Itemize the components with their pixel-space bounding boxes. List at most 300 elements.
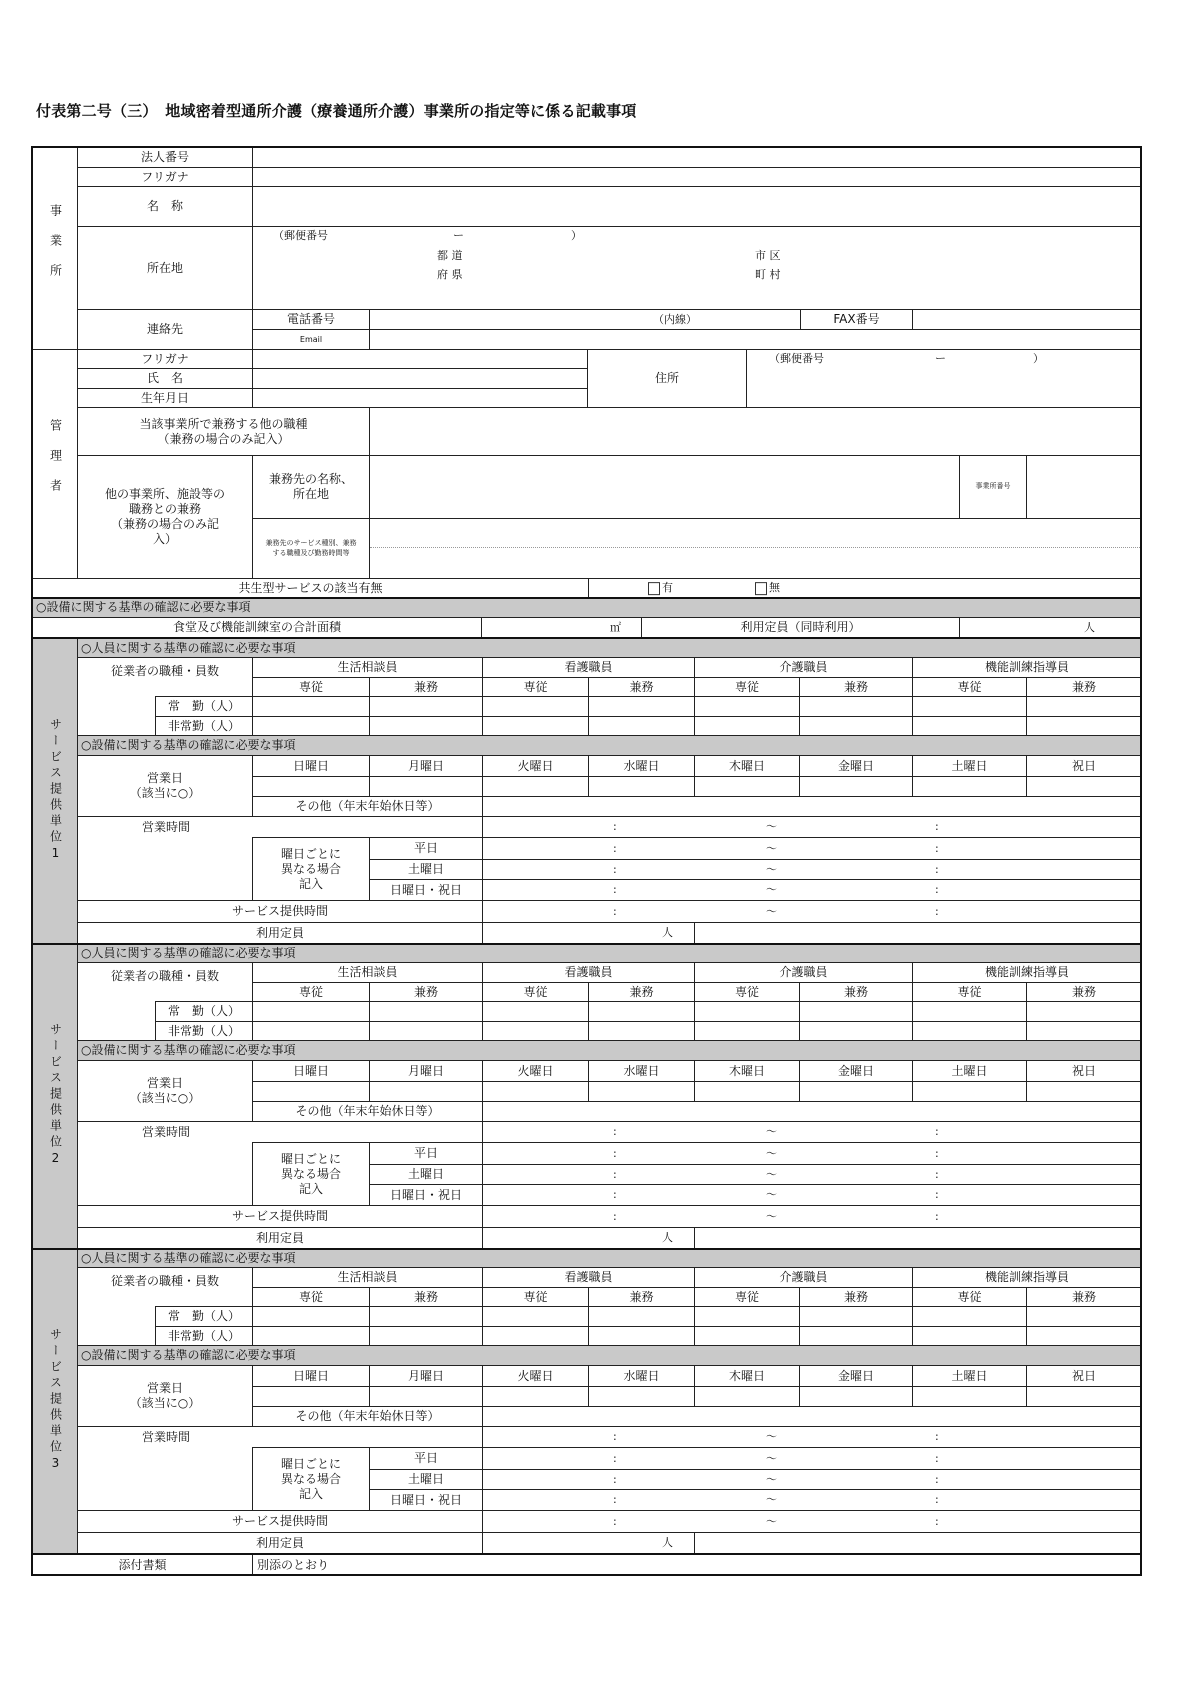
nonregular-count-input[interactable]	[482, 1021, 589, 1041]
by-day-label	[252, 1142, 370, 1206]
day-mark-input[interactable]	[588, 776, 695, 797]
tilde: ～	[766, 820, 777, 834]
day-mark-input[interactable]	[1026, 776, 1142, 797]
employment-type-header-text: 専従	[298, 984, 323, 999]
other-days-input[interactable]	[482, 1101, 1142, 1122]
regular-count-input[interactable]	[588, 696, 695, 717]
regular-label	[155, 1306, 253, 1327]
regular-label	[155, 1001, 253, 1022]
time-range-input[interactable]	[482, 1184, 1142, 1206]
nonregular-count-input[interactable]	[912, 716, 1027, 736]
office-no-input[interactable]	[1026, 455, 1142, 519]
form-title: 付表第二号（三） 地域密着型通所介護（療養通所介護）事業所の指定等に係る記載事項	[36, 102, 637, 120]
manager-section-label	[32, 349, 78, 579]
service-hours-label	[77, 900, 483, 923]
employment-type-header	[588, 982, 695, 1002]
nonregular-label-text: 非常勤（人）	[167, 1023, 240, 1038]
nonregular-count-input[interactable]	[369, 1326, 483, 1346]
nonregular-label	[155, 1021, 253, 1041]
day-header	[912, 1365, 1027, 1387]
saturday-label-text: 土曜日	[407, 1167, 444, 1181]
unit-label	[32, 638, 78, 944]
day-mark-input[interactable]	[369, 776, 483, 797]
time-range-input[interactable]	[482, 900, 1142, 923]
kyosei-yes-wrap[interactable]	[648, 581, 673, 595]
nonregular-count-input[interactable]	[694, 1326, 800, 1346]
nonregular-count-input[interactable]	[588, 1326, 695, 1346]
postal-label-wrap	[769, 352, 824, 366]
facility-section-header-text: ○設備に関する基準の確認に必要な事項	[81, 1043, 296, 1057]
day-mark-input[interactable]	[369, 1386, 483, 1407]
weekday-label	[369, 837, 483, 860]
manager-birth-input[interactable]	[252, 388, 588, 408]
unit-capacity-input[interactable]	[482, 1532, 695, 1554]
employment-type-header	[252, 982, 370, 1002]
manager-birth-label	[77, 388, 253, 408]
unit-capacity-input[interactable]	[482, 1227, 695, 1249]
manager-section-label-text: 管理者	[48, 419, 63, 509]
capacity-unit: 人	[662, 1536, 673, 1550]
regular-count-input[interactable]	[799, 1001, 913, 1022]
capacity-label	[641, 617, 960, 638]
capacity-unit-wrap	[662, 1536, 673, 1550]
employment-type-header	[482, 677, 589, 697]
time-range-input[interactable]	[482, 1426, 1142, 1448]
regular-count-input[interactable]	[482, 1306, 589, 1327]
role-header-text: 生活相談員	[337, 965, 398, 979]
business-hours-label-text: 営業時間	[141, 820, 190, 834]
colon-wrap	[613, 1147, 617, 1161]
other-role-input[interactable]	[369, 407, 1142, 456]
role-header-text: 看護職員	[564, 1270, 613, 1284]
role-header	[482, 962, 695, 983]
pref-label-wrap	[437, 249, 463, 263]
day-header-text: 火曜日	[517, 758, 554, 773]
colon: :	[935, 904, 939, 918]
day-header	[694, 1060, 800, 1082]
dest-name-label-text: 兼務先の名称、 所在地	[268, 472, 353, 501]
employment-type-header	[799, 982, 913, 1002]
postal-label-wrap	[273, 229, 328, 243]
regular-count-input[interactable]	[252, 696, 370, 717]
nonregular-count-input[interactable]	[799, 1326, 913, 1346]
day-header	[1026, 755, 1142, 777]
employment-type-header-text: 兼務	[1071, 984, 1096, 999]
regular-label-text: 常 勤（人）	[167, 1004, 240, 1018]
day-mark-input[interactable]	[369, 1081, 483, 1102]
employment-type-header	[1026, 677, 1142, 697]
unit-capacity-label	[77, 1532, 483, 1554]
nonregular-count-input[interactable]	[694, 716, 800, 736]
day-header-text: 水曜日	[623, 758, 660, 773]
business-days-label-text: 営業日 （該当に○）	[129, 1381, 201, 1410]
time-range-input[interactable]	[482, 859, 1142, 880]
unit-label	[32, 943, 78, 1249]
colon: :	[613, 1209, 617, 1223]
colon: :	[935, 1209, 939, 1223]
facility-header	[32, 597, 1142, 618]
saturday-label	[369, 1469, 483, 1490]
day-mark-input[interactable]	[694, 1386, 800, 1407]
colon-wrap	[613, 842, 617, 856]
nonregular-count-input[interactable]	[369, 1021, 483, 1041]
day-mark-input[interactable]	[482, 776, 589, 797]
tilde: ～	[766, 1125, 777, 1139]
regular-count-input[interactable]	[799, 1306, 913, 1327]
regular-count-input[interactable]	[694, 696, 800, 717]
time-range-input[interactable]	[482, 1121, 1142, 1143]
colon-wrap	[935, 1210, 939, 1224]
nonregular-count-input[interactable]	[1026, 716, 1142, 736]
by-day-label-text: 曜日ごとに 異なる場合 記入	[280, 1151, 341, 1196]
dest-detail-input[interactable]	[369, 518, 1142, 579]
nonregular-count-input[interactable]	[482, 1326, 589, 1346]
staff-section-header-text: ○人員に関する基準の確認に必要な事項	[81, 1250, 296, 1265]
employment-type-header	[694, 1287, 800, 1307]
time-range-input[interactable]	[482, 816, 1142, 838]
employment-type-header-text: 専従	[734, 679, 759, 694]
colon-wrap	[613, 883, 617, 897]
colon: :	[935, 1125, 939, 1139]
postal-close-wrap	[571, 229, 582, 243]
checkbox[interactable]	[755, 582, 767, 595]
day-header	[588, 1060, 695, 1082]
colon-wrap	[935, 1430, 939, 1444]
employment-type-header-text: 専従	[298, 1289, 323, 1304]
day-mark-input[interactable]	[1026, 1386, 1142, 1407]
colon: :	[613, 1514, 617, 1528]
regular-count-input[interactable]	[482, 696, 589, 717]
tilde: ～	[766, 1430, 777, 1444]
tilde-wrap	[766, 820, 777, 834]
attachments-label-text: 添付書類	[118, 1557, 167, 1572]
day-header-text: 水曜日	[623, 1063, 660, 1078]
unit-label-text: サービス提供単位3	[48, 1328, 63, 1474]
role-header	[912, 962, 1142, 983]
role-header	[912, 1267, 1142, 1288]
day-header-text: 祝日	[1071, 1063, 1096, 1078]
office-address-input[interactable]	[252, 226, 1142, 310]
manager-address-input[interactable]	[746, 349, 1142, 408]
office-name-input[interactable]	[252, 186, 1142, 227]
colon: :	[613, 1472, 617, 1486]
tilde-wrap	[766, 863, 777, 877]
area-label	[32, 617, 482, 638]
by-day-label-text: 曜日ごとに 異なる場合 記入	[280, 1456, 341, 1501]
area-input[interactable]	[481, 617, 642, 638]
capacity-input[interactable]	[959, 617, 1142, 638]
colon: :	[613, 820, 617, 834]
other-days-input[interactable]	[482, 796, 1142, 817]
day-header-text: 金曜日	[837, 758, 874, 773]
staff-section-header	[77, 943, 1142, 963]
time-range-input[interactable]	[482, 1489, 1142, 1511]
tilde-wrap	[766, 1493, 777, 1507]
employment-type-header	[912, 677, 1027, 697]
day-mark-input[interactable]	[482, 1081, 589, 1102]
colon: :	[935, 1451, 939, 1465]
day-header-text: 水曜日	[623, 1368, 660, 1383]
regular-count-input[interactable]	[912, 696, 1027, 717]
employment-type-header	[1026, 1287, 1142, 1307]
facility-section-header-text: ○設備に関する基準の確認に必要な事項	[81, 738, 296, 752]
corp-no-label-text: 法人番号	[140, 150, 189, 164]
colon-wrap	[935, 1188, 939, 1202]
regular-count-input[interactable]	[252, 1306, 370, 1327]
nonregular-count-input[interactable]	[912, 1021, 1027, 1041]
role-header	[912, 657, 1142, 678]
colon-wrap	[613, 1430, 617, 1444]
day-header-text: 火曜日	[517, 1368, 554, 1383]
regular-count-input[interactable]	[912, 1306, 1027, 1327]
nonregular-count-input[interactable]	[912, 1326, 1027, 1346]
contact-label	[77, 309, 253, 350]
employment-type-header-text: 専従	[523, 984, 548, 999]
day-header	[912, 755, 1027, 777]
employment-type-header	[369, 677, 483, 697]
nonregular-label-text: 非常勤（人）	[167, 1328, 240, 1343]
weekday-label-text: 平日	[413, 841, 438, 855]
day-header-text: 土曜日	[951, 1368, 988, 1383]
manager-name-input[interactable]	[252, 368, 588, 389]
colon: :	[613, 841, 617, 855]
employment-type-header-text: 専従	[957, 984, 982, 999]
colon-wrap	[935, 1473, 939, 1487]
employment-type-header	[694, 677, 800, 697]
nonregular-count-input[interactable]	[1026, 1021, 1142, 1041]
postal-dash: ー	[935, 352, 946, 365]
employment-type-header-text: 兼務	[413, 984, 438, 999]
regular-count-input[interactable]	[694, 1306, 800, 1327]
regular-count-input[interactable]	[799, 696, 913, 717]
tilde: ～	[766, 1188, 777, 1202]
nonregular-count-input[interactable]	[588, 1021, 695, 1041]
regular-count-input[interactable]	[912, 1001, 1027, 1022]
time-range-input[interactable]	[482, 1142, 1142, 1165]
tel-input[interactable]	[369, 309, 801, 330]
tilde-wrap	[766, 1188, 777, 1202]
extension-label-wrap	[653, 313, 697, 327]
colon: :	[935, 841, 939, 855]
corp-no-input[interactable]	[252, 147, 1142, 168]
tilde: ～	[766, 1493, 777, 1507]
role-header	[694, 1267, 913, 1288]
employment-type-header-text: 専従	[957, 1289, 982, 1304]
role-header-text: 介護職員	[779, 965, 828, 979]
day-header	[588, 755, 695, 777]
day-mark-input[interactable]	[694, 1081, 800, 1102]
kyosei-no-wrap[interactable]	[755, 581, 780, 595]
regular-count-input[interactable]	[369, 1001, 483, 1022]
regular-count-input[interactable]	[588, 1001, 695, 1022]
regular-count-input[interactable]	[1026, 696, 1142, 717]
day-mark-input[interactable]	[694, 776, 800, 797]
day-mark-input[interactable]	[799, 1081, 913, 1102]
day-header-text: 土曜日	[951, 758, 988, 773]
other-office-label-text: 他の事業所、施設等の 職務との兼務 （兼務の場合のみ記 入）	[104, 487, 225, 546]
office-no-label	[959, 455, 1027, 519]
colon-wrap	[613, 1210, 617, 1224]
day-header	[1026, 1060, 1142, 1082]
facility-header-text: ○設備に関する基準の確認に必要な事項	[36, 600, 251, 614]
other-days-input[interactable]	[482, 1406, 1142, 1427]
day-header	[369, 1060, 483, 1082]
extension-label: （内線）	[653, 312, 697, 326]
day-header	[369, 755, 483, 777]
saturday-label-text: 土曜日	[407, 1472, 444, 1486]
manager-furigana-label-text: フリガナ	[141, 351, 189, 366]
tilde-wrap	[766, 1473, 777, 1487]
regular-count-input[interactable]	[482, 1001, 589, 1022]
office-name-label	[77, 186, 253, 227]
day-mark-input[interactable]	[588, 1081, 695, 1102]
day-mark-input[interactable]	[252, 1081, 370, 1102]
colon: :	[935, 1493, 939, 1507]
facility-section-header	[77, 1040, 1142, 1061]
day-mark-input[interactable]	[252, 1386, 370, 1407]
colon: :	[935, 1146, 939, 1160]
colon: :	[935, 1472, 939, 1486]
role-header	[252, 962, 483, 983]
day-mark-input[interactable]	[799, 776, 913, 797]
role-header	[252, 657, 483, 678]
regular-count-input[interactable]	[369, 1306, 483, 1327]
role-header-text: 看護職員	[564, 965, 613, 979]
unit-capacity-input[interactable]	[482, 922, 695, 944]
day-header-text: 火曜日	[517, 1063, 554, 1078]
day-mark-input[interactable]	[482, 1386, 589, 1407]
day-mark-input[interactable]	[912, 776, 1027, 797]
employment-type-header	[252, 1287, 370, 1307]
day-mark-input[interactable]	[1026, 1081, 1142, 1102]
nonregular-count-input[interactable]	[252, 1326, 370, 1346]
day-mark-input[interactable]	[912, 1386, 1027, 1407]
city-label-wrap	[755, 268, 781, 282]
checkbox[interactable]	[648, 582, 660, 595]
other-role-label-text: 当該事業所で兼務する他の職種 （兼務の場合のみ記入）	[139, 416, 308, 446]
nonregular-count-input[interactable]	[1026, 1326, 1142, 1346]
nonregular-count-input[interactable]	[799, 1021, 913, 1041]
tilde-wrap	[766, 1125, 777, 1139]
pref-label: 府 県	[437, 268, 463, 281]
regular-count-input[interactable]	[588, 1306, 695, 1327]
nonregular-count-input[interactable]	[252, 1021, 370, 1041]
role-header-text: 介護職員	[779, 660, 828, 674]
manager-name-label	[77, 368, 253, 389]
capacity-unit-wrap	[1084, 621, 1095, 635]
blank-cell	[694, 922, 1142, 944]
other-days-label-text: その他（年末年始休日等）	[295, 1409, 440, 1423]
day-header-text: 木曜日	[728, 758, 765, 773]
day-header	[1026, 1365, 1142, 1387]
role-header	[694, 657, 913, 678]
tel-label	[252, 309, 370, 330]
tilde: ～	[766, 1514, 777, 1528]
time-range-input[interactable]	[482, 1447, 1142, 1470]
email-input[interactable]	[369, 329, 1142, 350]
regular-count-input[interactable]	[252, 1001, 370, 1022]
time-range-input[interactable]	[482, 837, 1142, 860]
nonregular-count-input[interactable]	[588, 716, 695, 736]
role-header-text: 機能訓練指導員	[984, 1270, 1069, 1284]
contact-label-text: 連絡先	[146, 322, 183, 336]
nonregular-count-input[interactable]	[369, 716, 483, 736]
kyosei-no: 無	[769, 581, 780, 595]
employment-type-header-text: 兼務	[843, 679, 868, 694]
facility-section-header-text: ○設備に関する基準の確認に必要な事項	[81, 1348, 296, 1362]
nonregular-count-input[interactable]	[694, 1021, 800, 1041]
staff-section-header	[77, 638, 1142, 658]
employment-type-header	[799, 677, 913, 697]
staff-label-text: 従業者の職種・員数	[110, 969, 219, 983]
colon-wrap	[613, 1452, 617, 1466]
city-label: 町 村	[755, 268, 781, 281]
day-header-text: 日曜日	[292, 758, 329, 773]
manager-address-label	[587, 349, 747, 408]
colon-wrap	[613, 820, 617, 834]
nonregular-count-input[interactable]	[482, 716, 589, 736]
nonregular-count-input[interactable]	[799, 716, 913, 736]
fax-label	[800, 309, 913, 330]
time-range-input[interactable]	[482, 1510, 1142, 1533]
other-days-label-text: その他（年末年始休日等）	[295, 1104, 440, 1118]
role-header-text: 機能訓練指導員	[984, 660, 1069, 674]
day-mark-input[interactable]	[799, 1386, 913, 1407]
capacity-unit: 人	[662, 926, 673, 940]
fax-input[interactable]	[912, 309, 1142, 330]
weekday-label	[369, 1447, 483, 1470]
weekday-label-text: 平日	[413, 1451, 438, 1465]
role-header-text: 看護職員	[564, 660, 613, 674]
time-range-input[interactable]	[482, 1205, 1142, 1228]
day-mark-input[interactable]	[588, 1386, 695, 1407]
day-header-text: 祝日	[1071, 758, 1096, 773]
employment-type-header-text: 兼務	[629, 679, 654, 694]
day-mark-input[interactable]	[252, 776, 370, 797]
tilde-wrap	[766, 1147, 777, 1161]
colon: :	[935, 862, 939, 876]
colon: :	[613, 1146, 617, 1160]
office-furigana-input[interactable]	[252, 167, 1142, 187]
office-section-label	[32, 147, 78, 350]
employment-type-header	[482, 982, 589, 1002]
regular-count-input[interactable]	[1026, 1306, 1142, 1327]
time-range-input[interactable]	[482, 879, 1142, 901]
nonregular-count-input[interactable]	[252, 716, 370, 736]
tilde: ～	[766, 1451, 777, 1465]
regular-count-input[interactable]	[1026, 1001, 1142, 1022]
postal-close: ）	[571, 229, 582, 242]
postal-dash-wrap	[453, 229, 464, 243]
saturday-label-text: 土曜日	[407, 862, 444, 876]
regular-count-input[interactable]	[369, 696, 483, 717]
business-days-label	[77, 1060, 253, 1122]
service-hours-label-text: サービス提供時間	[231, 904, 328, 918]
kyosei-yes: 有	[662, 581, 673, 595]
regular-label-text: 常 勤（人）	[167, 1309, 240, 1323]
business-hours-label-text: 営業時間	[141, 1125, 190, 1139]
blank-cell	[694, 1532, 1142, 1554]
manager-furigana-input[interactable]	[252, 349, 588, 369]
regular-count-input[interactable]	[694, 1001, 800, 1022]
day-mark-input[interactable]	[912, 1081, 1027, 1102]
colon: :	[935, 1430, 939, 1444]
time-range-input[interactable]	[482, 1164, 1142, 1185]
colon-wrap	[613, 1515, 617, 1529]
time-range-input[interactable]	[482, 1469, 1142, 1490]
dest-name-input[interactable]	[369, 455, 960, 519]
office-address-label	[77, 226, 253, 310]
